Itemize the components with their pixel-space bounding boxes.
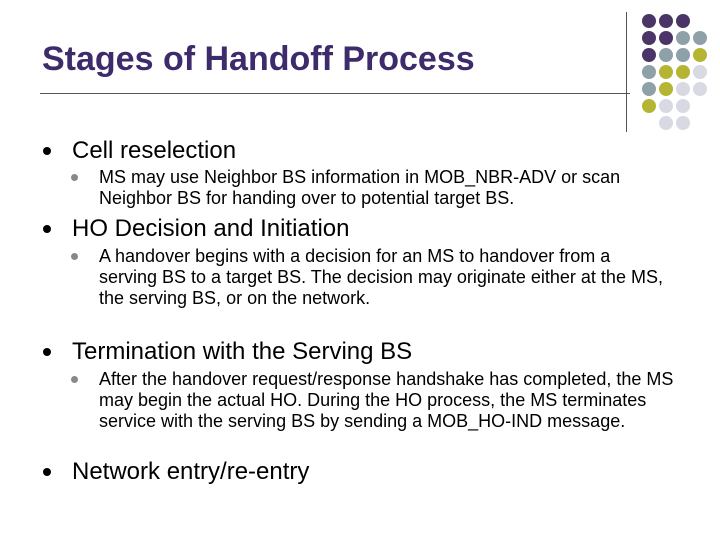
sub-bullet-icon	[71, 376, 78, 383]
bullet-heading-ho-decision: HO Decision and Initiation	[72, 215, 350, 242]
dot-purple	[642, 14, 656, 28]
dot-light	[659, 99, 673, 113]
bullet-detail: After the handover request/response handshake has completed, the MS may begin the actual HO. During the HO process, the MS terminates service with the serving BS by sending a MOB_HO-IND message.	[99, 369, 674, 431]
bullet-heading-network-entry: Network entry/re-entry	[72, 458, 310, 485]
bullet-icon	[43, 225, 51, 233]
dot-light	[676, 99, 690, 113]
dot-light	[676, 82, 690, 96]
bullet-detail: A handover begins with a decision for an MS to handover from a serving BS to a target BS. The decision may originate either at the MS, the serving BS, or on the network.	[99, 246, 663, 308]
dot-olive	[659, 82, 673, 96]
dot-gray	[676, 31, 690, 45]
dot-gray	[676, 48, 690, 62]
dot-gray	[693, 31, 707, 45]
bullet-detail: MS may use Neighbor BS information in MOB_NBR-ADV or scan Neighbor BS for handing over to potential target BS.	[99, 167, 621, 208]
dot-light	[693, 82, 707, 96]
dot-purple	[676, 14, 690, 28]
dot-light	[693, 65, 707, 79]
bullet-heading-cell-reselection: Cell reselection	[72, 137, 237, 164]
dot-olive	[693, 48, 707, 62]
dot-purple	[642, 31, 656, 45]
dot-olive	[642, 99, 656, 113]
sub-bullet-icon	[71, 253, 78, 260]
bullet-icon	[43, 147, 51, 155]
dot-gray	[659, 48, 673, 62]
dot-gray	[642, 65, 656, 79]
dot-purple	[659, 31, 673, 45]
dot-olive	[659, 65, 673, 79]
dot-purple	[642, 48, 656, 62]
bullet-heading-termination: Termination with the Serving BS	[72, 338, 413, 365]
bullet-icon	[43, 468, 51, 476]
dot-purple	[659, 14, 673, 28]
slide-title: Stages of Handoff Process	[42, 40, 475, 78]
title-underline	[40, 93, 630, 94]
dot-gray	[642, 82, 656, 96]
sub-bullet-icon	[71, 174, 78, 181]
decorative-dot-grid	[638, 10, 718, 140]
bullet-icon	[43, 348, 51, 356]
vertical-divider	[626, 12, 627, 132]
dot-light	[659, 116, 673, 130]
dot-light	[676, 116, 690, 130]
dot-olive	[676, 65, 690, 79]
